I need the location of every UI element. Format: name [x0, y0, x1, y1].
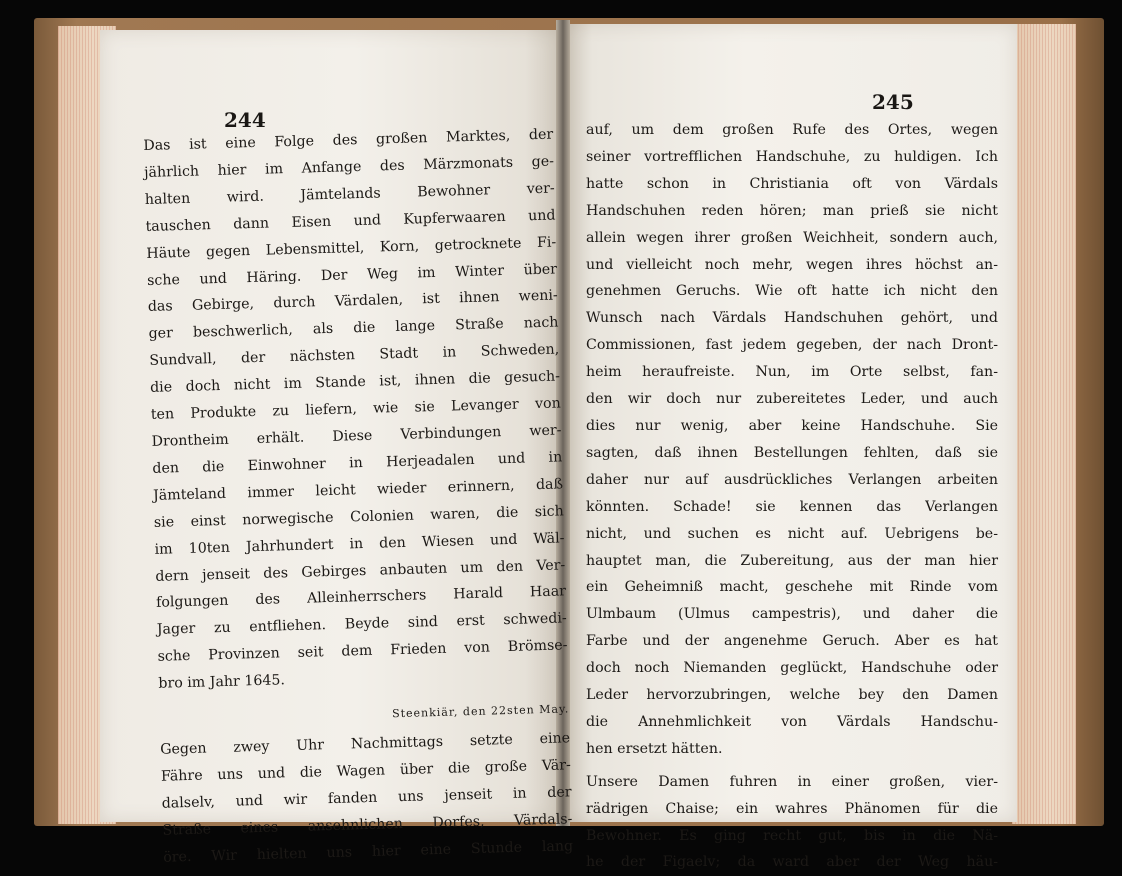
text-line: Farbe und der angenehme Geruch. Aber es hat [586, 633, 998, 650]
text-line: den die Einwohner in Herjeadalen und in [152, 449, 563, 477]
text-line: halten wird. Jämtelands Bewohner ver- [144, 180, 555, 208]
text-line: könnten. Schade! sie kennen das Verlangen [586, 498, 998, 515]
text-line: Sundvall, der nächsten Stadt in Schweden, [149, 341, 560, 370]
text-line: Bewohner. Es ging recht gut, bis in die Nä- [586, 827, 998, 844]
text-line: ein Geheimniß macht, geschehe mit Rinde vom [586, 579, 998, 596]
text-line: sche und Häring. Der Weg im Winter über [146, 261, 558, 289]
text-line: rädrigen Chaise; ein wahres Phänomen für die [586, 800, 998, 817]
text-line: sie einst norwegische Colonien waren, die sich [153, 503, 564, 531]
text-line: den wir doch nur zubereitetes Leder, und auch [586, 391, 998, 408]
text-line: folgungen des Alleinherrschers Harald Haar [155, 583, 567, 612]
text-line: genehmen Geruchs. Wie oft hatte ich nicht den [586, 283, 998, 300]
text-line: ger beschwerlich, als die lange Straße nach [148, 314, 559, 343]
text-line: Unsere Damen fuhren in einer großen, vier- [586, 773, 998, 790]
right-paragraph-1 [586, 117, 998, 763]
text-line: die doch nicht im Stande ist, ihnen die gesuch- [149, 368, 561, 397]
text-line: Handschuhen reden hören; man prieß sie nicht [586, 202, 998, 219]
text-line: dalselv, und wir fanden uns jenseit in der [161, 784, 572, 812]
text-line: öre. Wir hielten uns hier eine Stunde lang [163, 837, 574, 866]
text-line: Straße eines ansehnlichen Dorfes, Värdals- [162, 810, 573, 839]
right-paragraph-2 [586, 769, 998, 876]
text-line: Jämteland immer leicht wieder erinnern, daß [152, 476, 564, 504]
text-line: nicht, und suchen es nicht auf. Uebrigens be- [586, 525, 998, 542]
text-line: hauptet man, die Zubereitung, aus der man hier [586, 552, 998, 569]
text-line: das Gebirge, durch Värdalen, ist ihnen weni- [147, 287, 558, 316]
text-line: die Annehmlichkeit von Värdals Handschu- [586, 713, 998, 730]
text-line: heim heraufreiste. Nun, im Orte selbst, fan- [586, 364, 998, 381]
text-line: sche Provinzen seit dem Frieden von Brömse- [157, 637, 568, 666]
right-page-text [586, 117, 998, 876]
text-line: seiner vortrefflichen Handschuhe, zu huldigen. Ich [586, 148, 998, 165]
right-page-number: 245 [872, 90, 914, 114]
text-line: ten Produkte zu liefern, wie sie Levanger von [150, 395, 561, 423]
left-paragraph-2 [160, 725, 574, 871]
text-line: jährlich hier im Anfange des Märzmonats ge- [143, 153, 555, 181]
text-line: hen ersetzt hätten. [586, 740, 723, 757]
text-line: bro im Jahr 1645. [158, 672, 286, 692]
text-line: tauschen dann Eisen und Kupferwaaren und [145, 207, 556, 235]
text-line: hatte schon in Christiania oft von Värdals [586, 175, 998, 192]
text-line: dies nur wenig, aber keine Handschuhe. Sie [586, 417, 998, 434]
text-line: Häute gegen Lebensmittel, Korn, getrocknete Fi- [146, 234, 557, 262]
text-line: Leder hervorzubringen, welche bey den Damen [586, 687, 998, 704]
text-line: Wunsch nach Värdals Handschuhen gehört, und [586, 310, 998, 327]
text-line: doch noch Niemanden geglückt, Handschuhe oder [586, 660, 998, 677]
text-line: Jager zu entfliehen. Beyde sind erst schwedi- [156, 610, 567, 639]
text-line: und vielleicht noch mehr, wegen ihres höchst an- [586, 256, 998, 273]
text-line: auf, um dem großen Rufe des Ortes, wegen [586, 122, 998, 138]
text-line: allein wegen ihrer großen Weichheit, sondern auch, [586, 229, 998, 246]
text-line: Drontheim erhält. Diese Verbindungen wer- [151, 422, 562, 450]
left-page-number: 244 [224, 108, 266, 132]
text-line: Fähre uns und die Wagen über die große Vär- [160, 757, 572, 785]
text-line: Ulmbaum (Ulmus campestris), und daher die [586, 606, 998, 623]
left-paragraph-1 [143, 122, 569, 698]
text-line: Gegen zwey Uhr Nachmittags setzte eine [160, 730, 571, 758]
left-page-text [143, 122, 573, 872]
text-line: Commissionen, fast jedem gegeben, der nach Dront- [586, 337, 998, 354]
text-line: he der Figaelv; da ward aber der Weg häu- [586, 854, 998, 871]
text-line: daher nur auf ausdrückliches Verlangen arbeiten [586, 471, 998, 488]
text-line: Das ist eine Folge des großen Marktes, der [143, 126, 554, 154]
text-line: sagten, daß ihnen Bestellungen fehlten, daß sie [586, 444, 998, 461]
right-page-edges [1012, 24, 1076, 824]
text-line: im 10ten Jahrhundert in den Wiesen und Wäl- [154, 529, 565, 558]
text-line: dern jenseit des Gebirges anbauten um den Ver- [155, 556, 566, 585]
dateline: Steenkiär, den 22sten May. [391, 702, 570, 721]
